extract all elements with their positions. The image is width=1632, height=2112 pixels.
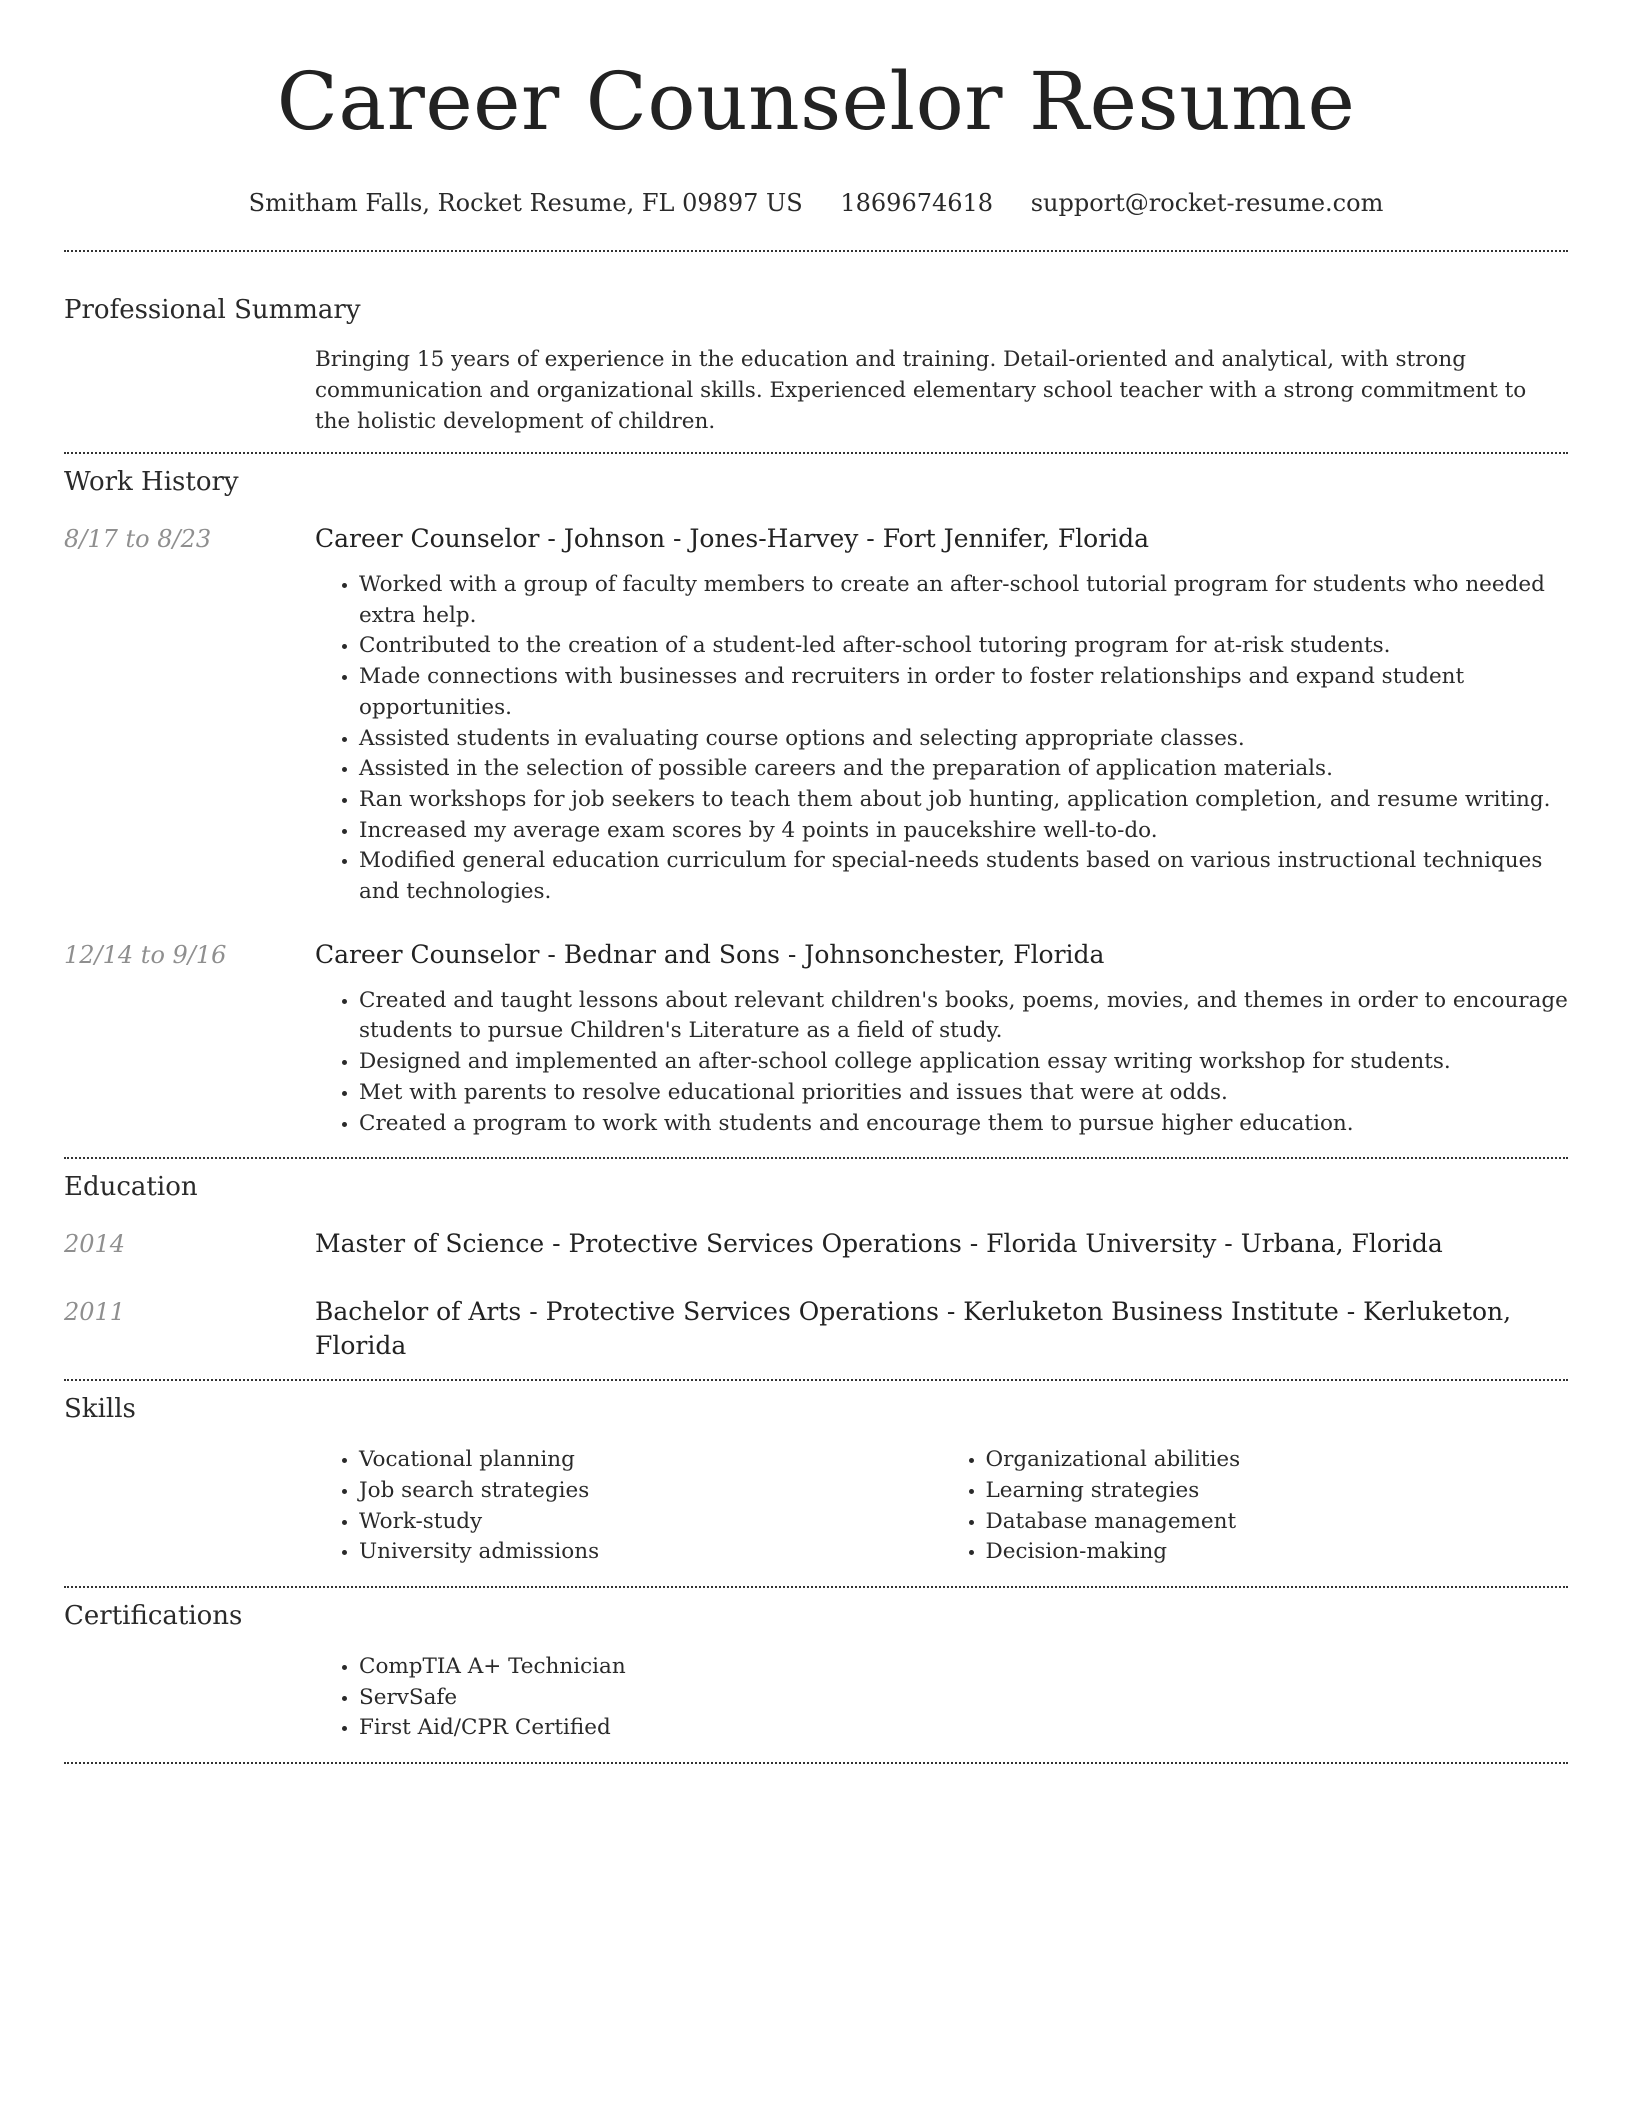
education-section: [64, 1169, 1568, 1363]
skill-item: • Database management: [986, 1507, 1569, 1538]
certification-item: • First Aid/CPR Certified: [359, 1713, 1568, 1744]
job-bullet: • Ran workshops for job seekers to teach them about job hunting, application completion, and resume writing.: [359, 785, 1568, 816]
section-divider: [64, 1379, 1568, 1381]
certification-item: • ServSafe: [359, 1683, 1568, 1714]
summary-section: [64, 292, 1568, 437]
section-divider: [64, 1157, 1568, 1159]
contact-email: support@rocket-resume.com: [1030, 189, 1384, 217]
skill-item: • Learning strategies: [986, 1476, 1569, 1507]
contact-phone: 1869674618: [840, 189, 994, 217]
job-bullet: • Increased my average exam scores by 4 points in paucekshire well-to-do.: [359, 816, 1568, 847]
job-entry: [64, 938, 1568, 1140]
job-bullet: • Created a program to work with students and encourage them to pursue higher education.: [359, 1109, 1568, 1140]
job-bullet: • Worked with a group of faculty members to create an after-school tutorial program for students who needed extra help.: [359, 570, 1568, 631]
job-entry: [64, 522, 1568, 908]
job-bullet: • Designed and implemented an after-school college application essay writing workshop for students.: [359, 1047, 1568, 1078]
job-bullets: [315, 986, 1568, 1140]
job-bullet: • Created and taught lessons about relevant children's books, poems, movies, and themes in order to encourage students to pursue Children's Literature as a field of study.: [359, 986, 1568, 1047]
skill-item: • Decision-making: [986, 1537, 1569, 1568]
section-divider: [64, 1586, 1568, 1588]
job-title: Career Counselor - Bednar and Sons - Johnsonchester, Florida: [315, 939, 1105, 969]
contact-line: [64, 186, 1568, 220]
section-divider: [64, 250, 1568, 252]
section-divider: [64, 452, 1568, 454]
education-degree: Master of Science - Protective Services Operations - Florida University - Urbana, Florida: [315, 1229, 1443, 1259]
job-bullet: • Made connections with businesses and recruiters in order to foster relationships and expand student opportunities.: [359, 662, 1568, 723]
job-bullets: [315, 570, 1568, 908]
job-bullet: • Met with parents to resolve educational priorities and issues that were at odds.: [359, 1078, 1568, 1109]
skill-item: • Job search strategies: [359, 1476, 942, 1507]
skills-list-right: [942, 1445, 1569, 1568]
skills-list-left: [315, 1445, 942, 1568]
education-entry: [64, 1227, 1568, 1261]
job-bullet: • Contributed to the creation of a student-led after-school tutoring program for at-risk students.: [359, 631, 1568, 662]
skill-item: • Work-study: [359, 1507, 942, 1538]
skill-item: • University admissions: [359, 1537, 942, 1568]
job-bullet: • Assisted in the selection of possible careers and the preparation of application materials.: [359, 754, 1568, 785]
job-title: Career Counselor - Johnson - Jones-Harvey - Fort Jennifer, Florida: [315, 524, 1150, 553]
certifications-list: [315, 1652, 1568, 1744]
section-heading-certifications: Certifications: [64, 1601, 243, 1632]
summary-text: Bringing 15 years of experience in the education and training. Detail-oriented and analytical, with strong communication and organizational skills. Experienced elementary school teacher with a strong commitment to the holistic development of children.: [315, 347, 1527, 434]
contact-address: Smitham Falls, Rocket Resume, FL 09897 US: [248, 189, 803, 217]
section-heading-work-history: Work History: [64, 467, 239, 497]
education-degree: Bachelor of Arts - Protective Services Operations - Kerluketon Business Institute - Kerluketon, Florida: [315, 1297, 1512, 1361]
job-bullet: • Modified general education curriculum for special-needs students based on various instructional techniques and technologies.: [359, 846, 1568, 907]
certification-item: • CompTIA A+ Technician: [359, 1652, 1568, 1683]
section-divider: [64, 1762, 1568, 1764]
skill-item: • Vocational planning: [359, 1445, 942, 1476]
job-dates: 12/14 to 9/16: [64, 940, 227, 969]
education-year: 2014: [64, 1230, 126, 1259]
skills-section: [64, 1391, 1568, 1568]
certifications-section: [64, 1598, 1568, 1744]
skill-item: • Organizational abilities: [986, 1445, 1569, 1476]
education-year: 2011: [64, 1298, 126, 1327]
job-bullet: • Assisted students in evaluating course options and selecting appropriate classes.: [359, 724, 1568, 755]
section-heading-education: Education: [64, 1172, 198, 1203]
page-title: Career Counselor Resume: [276, 55, 1356, 148]
section-heading-summary: Professional Summary: [64, 295, 361, 325]
job-dates: 8/17 to 8/23: [64, 525, 212, 553]
education-entry: [64, 1295, 1568, 1363]
work-history-section: [64, 464, 1568, 1139]
section-heading-skills: Skills: [64, 1394, 136, 1425]
